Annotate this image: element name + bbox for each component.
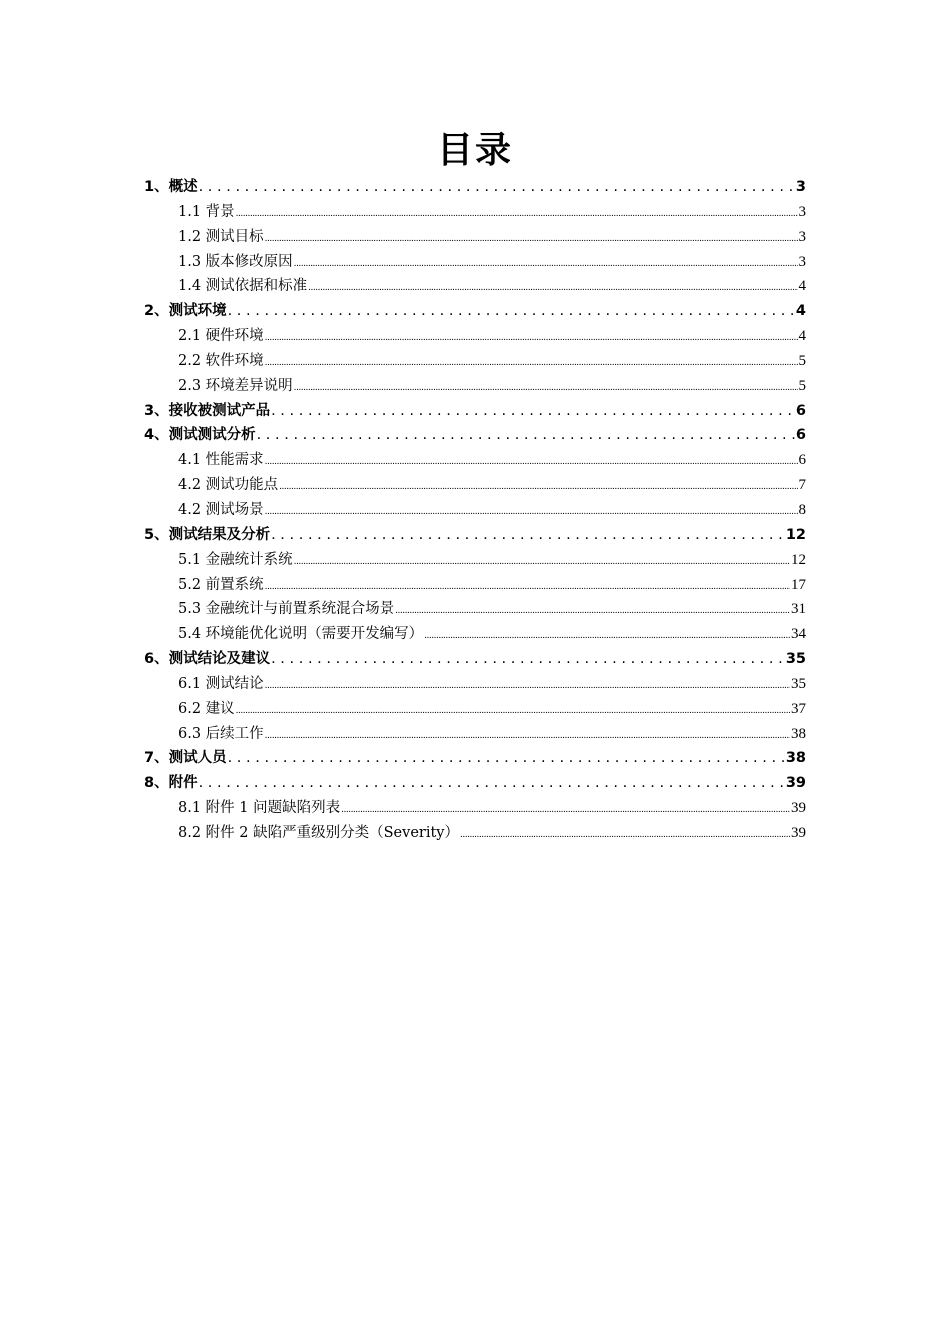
toc-dot-leader bbox=[265, 351, 798, 374]
toc-entry-section[interactable] bbox=[144, 225, 806, 250]
toc-entry-section[interactable] bbox=[144, 573, 806, 598]
toc-dot-leader bbox=[265, 674, 790, 697]
toc-entry-text: 5.1 金融统计系统 bbox=[178, 551, 293, 568]
toc-entry-section[interactable] bbox=[144, 200, 806, 225]
toc-entry-text: 5.2 前置系统 bbox=[178, 576, 264, 593]
toc-dot-leader bbox=[265, 326, 798, 349]
toc-dot-leader bbox=[395, 599, 790, 622]
toc-entry-text: 8、附件 bbox=[144, 775, 198, 792]
toc-entry-text: 8.2 附件 2 缺陷严重级别分类（Severity） bbox=[178, 824, 459, 841]
toc-dot-leader bbox=[199, 771, 785, 796]
toc-page-number: 4 bbox=[798, 328, 806, 345]
toc-dot-leader bbox=[265, 450, 798, 473]
toc-dot-leader bbox=[294, 252, 798, 275]
toc-page-number: 3 bbox=[798, 203, 806, 220]
toc-page-number: 34 bbox=[791, 626, 806, 643]
toc-entry-section[interactable] bbox=[144, 448, 806, 473]
toc-entry-text: 6.2 建议 bbox=[178, 700, 235, 717]
table-of-contents bbox=[144, 175, 806, 846]
toc-dot-leader bbox=[271, 647, 785, 672]
toc-page-number: 3 bbox=[798, 228, 806, 245]
toc-entry-section[interactable] bbox=[144, 250, 806, 275]
toc-dot-leader bbox=[265, 227, 798, 250]
toc-entry-section[interactable] bbox=[144, 622, 806, 647]
toc-entry-section[interactable] bbox=[144, 796, 806, 821]
toc-entry-text: 2、测试环境 bbox=[144, 303, 227, 320]
toc-entry-section[interactable] bbox=[144, 821, 806, 846]
toc-entry-text: 6.3 后续工作 bbox=[178, 725, 264, 742]
toc-dot-leader bbox=[308, 276, 797, 299]
toc-page-number: 39 bbox=[791, 800, 806, 817]
toc-entry-text: 6.1 测试结论 bbox=[178, 675, 264, 692]
toc-page-number: 6 bbox=[798, 452, 806, 469]
toc-page-number: 38 bbox=[791, 725, 806, 742]
toc-dot-leader bbox=[265, 724, 790, 747]
toc-entry-section[interactable] bbox=[144, 473, 806, 498]
toc-entry-text: 7、测试人员 bbox=[144, 750, 227, 767]
toc-page-number: 8 bbox=[798, 501, 806, 518]
toc-dot-leader bbox=[228, 299, 795, 324]
toc-entry-chapter[interactable] bbox=[144, 647, 806, 672]
toc-entry-text: 6、测试结论及建议 bbox=[144, 651, 271, 668]
toc-dot-leader bbox=[271, 523, 785, 548]
toc-page-number: 5 bbox=[798, 352, 806, 369]
toc-entry-text: 3、接收被测试产品 bbox=[144, 402, 271, 419]
toc-page-number: 6 bbox=[795, 427, 806, 444]
toc-entry-chapter[interactable] bbox=[144, 523, 806, 548]
toc-entry-text: 8.1 附件 1 问题缺陷列表 bbox=[178, 800, 341, 817]
toc-entry-text: 4.1 性能需求 bbox=[178, 452, 264, 469]
toc-page-number: 31 bbox=[791, 601, 806, 618]
toc-dot-leader bbox=[460, 823, 790, 846]
toc-dot-leader bbox=[271, 399, 795, 424]
toc-entry-section[interactable] bbox=[144, 697, 806, 722]
toc-page-number: 6 bbox=[795, 402, 806, 419]
toc-entry-text: 5.3 金融统计与前置系统混合场景 bbox=[178, 601, 395, 618]
toc-entry-text: 1、概述 bbox=[144, 179, 198, 195]
toc-entry-text: 5、测试结果及分析 bbox=[144, 526, 271, 543]
toc-entry-section[interactable] bbox=[144, 349, 806, 374]
toc-entry-text: 2.1 硬件环境 bbox=[178, 328, 264, 345]
toc-entry-section[interactable] bbox=[144, 722, 806, 747]
toc-dot-leader bbox=[341, 798, 790, 821]
toc-dot-leader bbox=[279, 475, 797, 498]
toc-dot-leader bbox=[294, 550, 790, 573]
toc-page-number: 5 bbox=[798, 377, 806, 394]
toc-entry-text: 5.4 环境能优化说明（需要开发编写） bbox=[178, 626, 424, 643]
toc-dot-leader bbox=[257, 423, 795, 448]
toc-dot-leader bbox=[265, 500, 798, 523]
toc-dot-leader bbox=[424, 624, 790, 647]
toc-entry-section[interactable] bbox=[144, 274, 806, 299]
toc-page-number: 4 bbox=[798, 278, 806, 295]
toc-title: 目录 bbox=[436, 130, 513, 171]
toc-entry-text: 4.2 测试场景 bbox=[178, 501, 264, 518]
toc-page-number: 12 bbox=[791, 551, 806, 568]
toc-entry-text: 1.4 测试依据和标准 bbox=[178, 278, 308, 295]
toc-dot-leader bbox=[236, 202, 798, 225]
toc-page-number: 35 bbox=[791, 675, 806, 692]
toc-entry-section[interactable] bbox=[144, 374, 806, 399]
toc-page-number: 3 bbox=[798, 253, 806, 270]
toc-entry-text: 2.3 环境差异说明 bbox=[178, 377, 293, 394]
toc-page-number: 38 bbox=[785, 750, 806, 767]
toc-page-number: 7 bbox=[798, 477, 806, 494]
toc-entry-text: 1.3 版本修改原因 bbox=[178, 253, 293, 270]
toc-dot-leader bbox=[265, 575, 790, 598]
toc-entry-text: 1.2 测试目标 bbox=[178, 228, 264, 245]
toc-entry-text: 1.1 背景 bbox=[178, 203, 235, 220]
toc-entry-chapter[interactable] bbox=[144, 423, 806, 448]
toc-page-number: 17 bbox=[791, 576, 806, 593]
toc-dot-leader bbox=[236, 699, 790, 722]
toc-dot-leader bbox=[199, 175, 795, 200]
toc-page-number: 4 bbox=[795, 303, 806, 320]
toc-entry-chapter[interactable] bbox=[144, 771, 806, 796]
toc-entry-section[interactable] bbox=[144, 672, 806, 697]
toc-entry-section[interactable] bbox=[144, 324, 806, 349]
toc-page-number: 39 bbox=[785, 775, 806, 792]
toc-entry-chapter[interactable] bbox=[144, 746, 806, 771]
toc-entry-text: 2.2 软件环境 bbox=[178, 352, 264, 369]
toc-entry-text: 4.2 测试功能点 bbox=[178, 477, 279, 494]
toc-page-number: 37 bbox=[791, 700, 806, 717]
toc-entry-section[interactable] bbox=[144, 548, 806, 573]
toc-entry-section[interactable] bbox=[144, 597, 806, 622]
toc-page-number: 35 bbox=[785, 651, 806, 668]
toc-entry-chapter[interactable] bbox=[144, 399, 806, 424]
toc-dot-leader bbox=[228, 746, 785, 771]
toc-dot-leader bbox=[294, 376, 798, 399]
toc-entry-chapter[interactable] bbox=[144, 299, 806, 324]
toc-entry-chapter[interactable] bbox=[144, 175, 806, 200]
toc-page-number: 12 bbox=[785, 526, 806, 543]
toc-page-number: 3 bbox=[795, 179, 806, 195]
toc-entry-section[interactable] bbox=[144, 498, 806, 523]
toc-page-number: 39 bbox=[791, 824, 806, 841]
toc-entry-text: 4、测试测试分析 bbox=[144, 427, 256, 444]
